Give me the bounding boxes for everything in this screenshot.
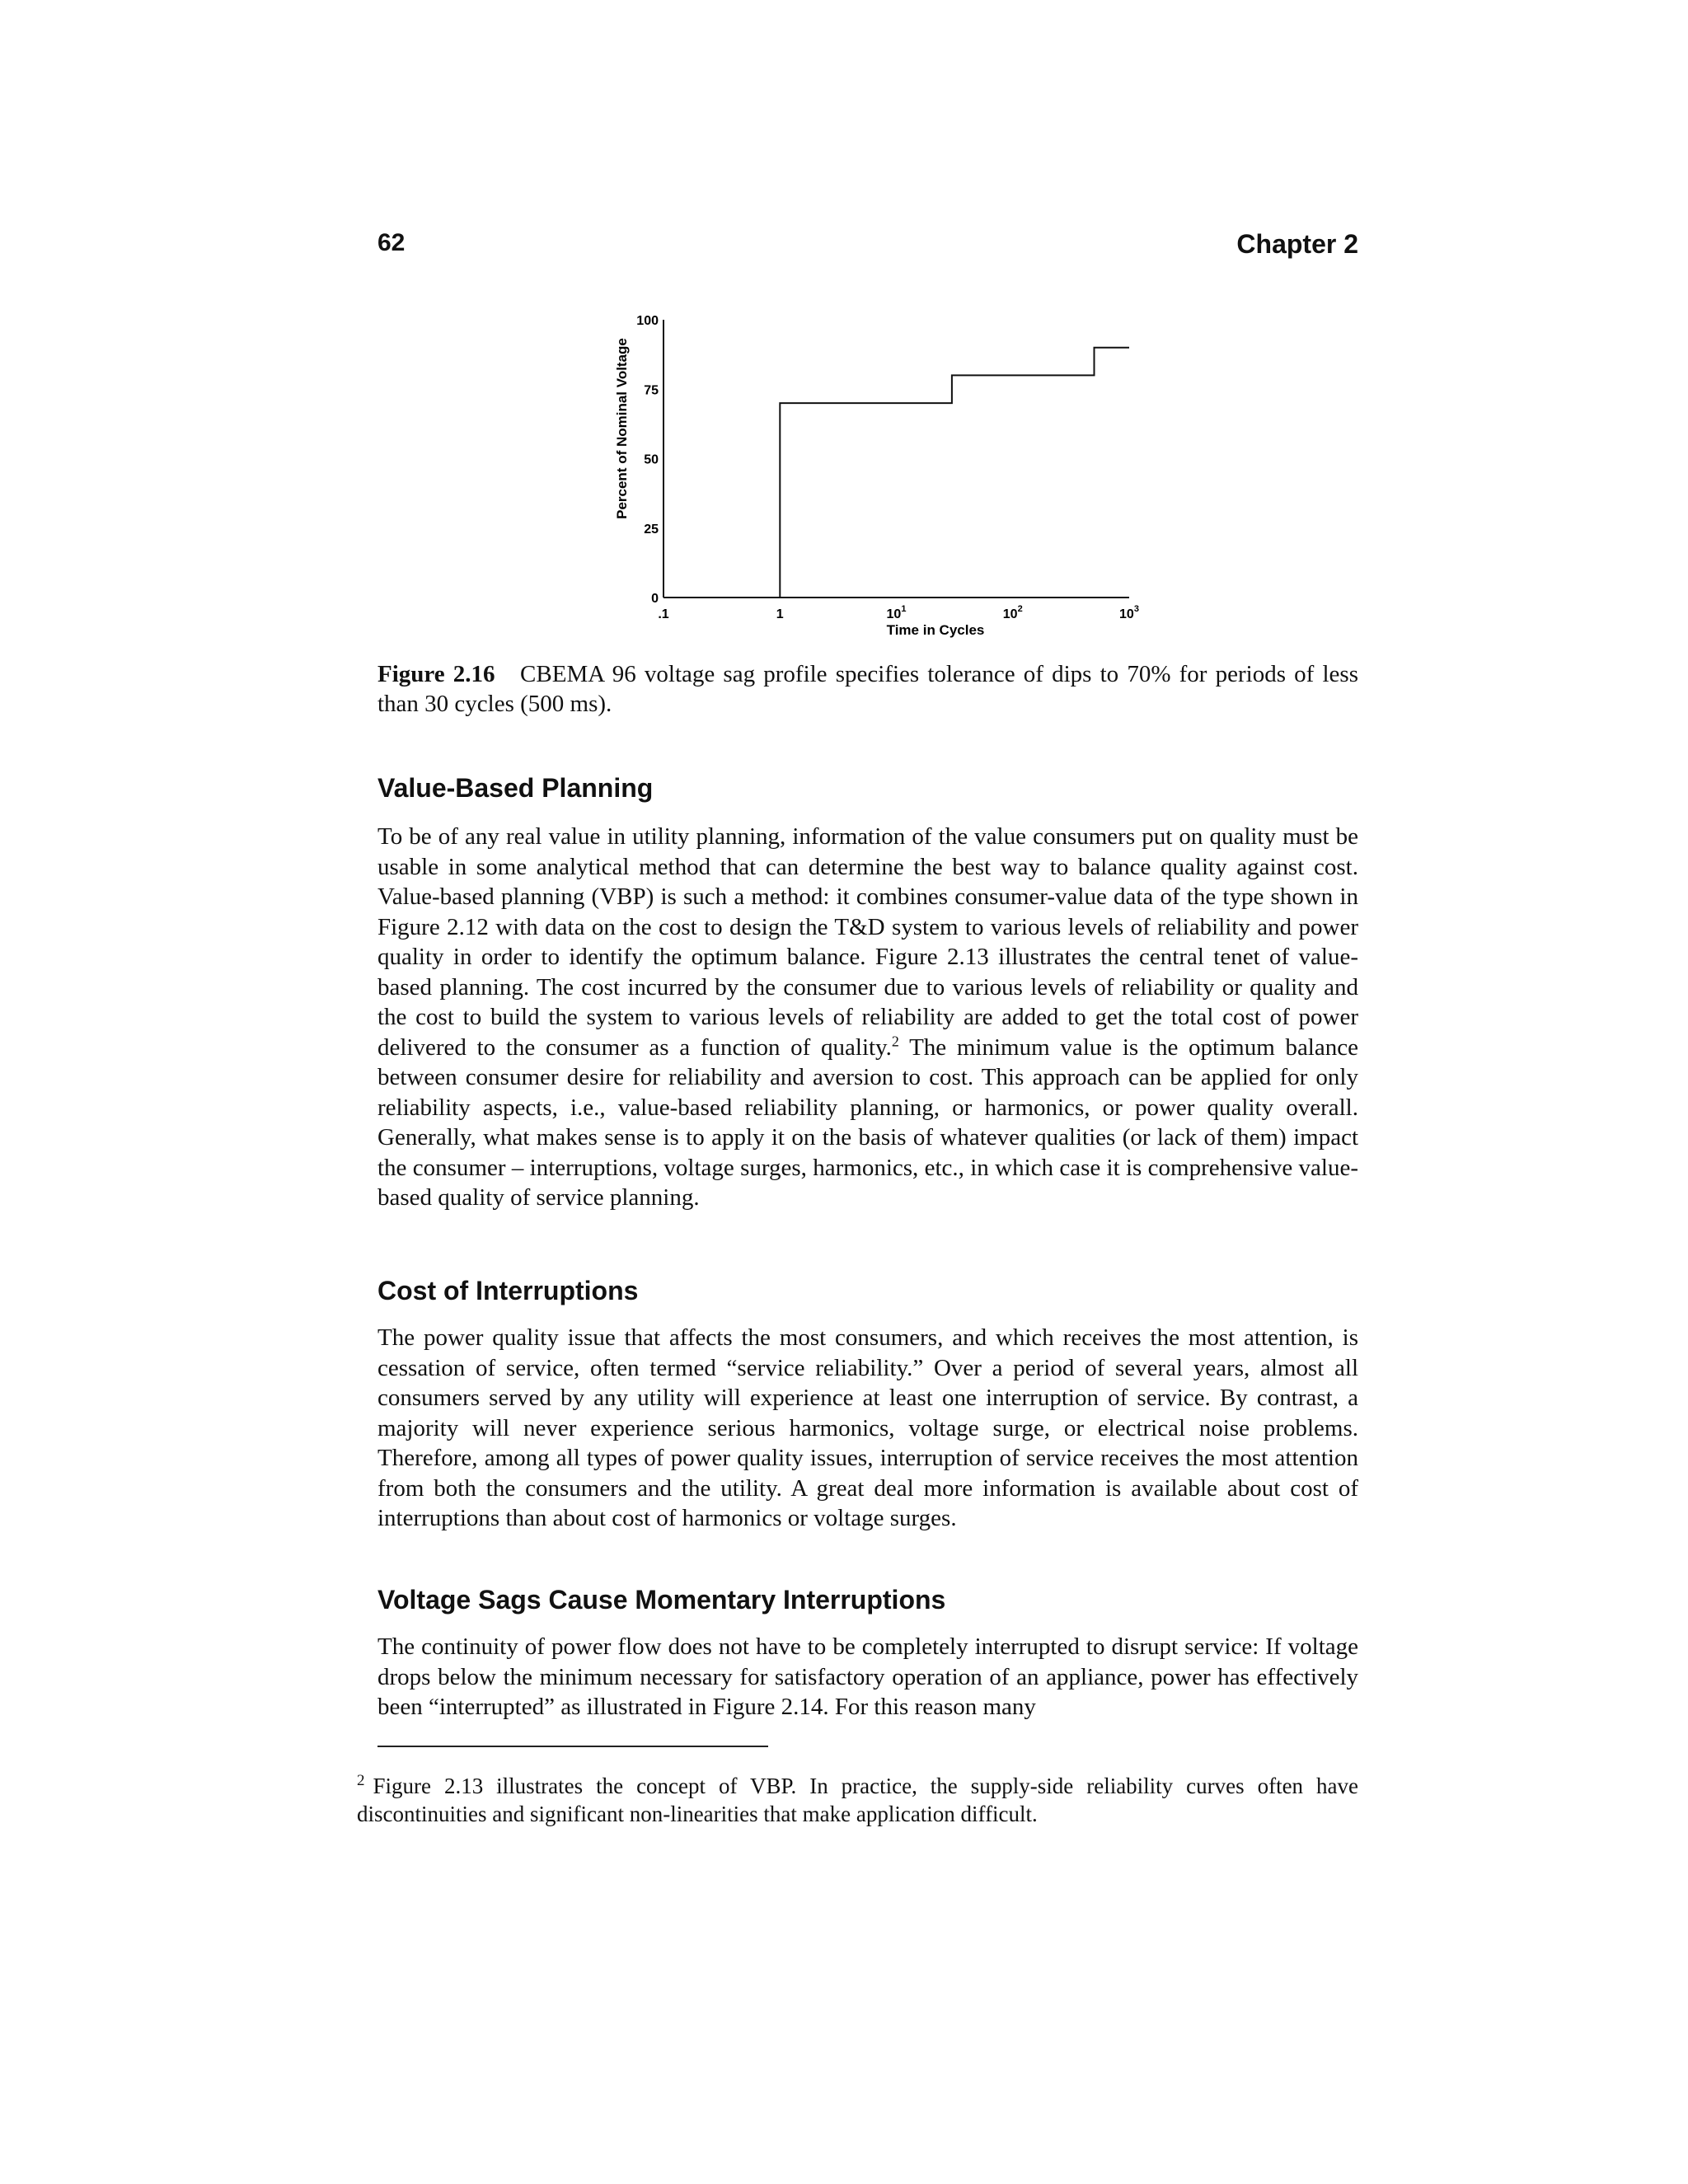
x-tick-label: .1 — [658, 607, 669, 621]
footnote — [357, 1772, 1358, 1828]
x-ticks — [658, 604, 1139, 621]
chart-series — [780, 348, 1129, 598]
figure-label: Figure 2.16 — [377, 661, 495, 687]
paragraph: To be of any real value in utility planning, information of the value consumers put on quality must be usable in some analytical method that can determine the best way to balance quality against cost. Value-based planning (VBP) is such a method: it combines consumer-value data of the type shown in Figure 2.12 with data on the cost to design the T&D system to various levels of reliability and power quality in order to identify the optimum balance. Figure 2.13 illustrates the central tenet of value-based planning. The cost incurred by the consumer due to various levels of reliability or quality and the cost to build the system to various levels of reliability are added to get the total cost of power delivered to the consumer as a function of quality.$^2$ The minimum value is the optimum balance between consumer desire for reliability and aversion to cost. This approach can be applied for only reliability aspects, i.e., value-based reliability planning, or harmonics, or power quality overall. Generally, what makes sense is to apply it on the basis of whatever qualities (or lack of them) impact the consumer – interruptions, voltage surges, harmonics, etc., in which case it is comprehensive value-based quality of service planning. — [377, 823, 1358, 1211]
x-tick-label: 1 — [776, 607, 784, 621]
sag-profile-line — [780, 348, 1129, 598]
section-body-voltage-sags — [377, 1632, 1358, 1722]
section-heading-value-based-planning: Value-Based Planning — [377, 773, 654, 803]
y-tick-label: 50 — [644, 452, 659, 467]
y-axis-label: Percent of Nominal Voltage — [614, 338, 630, 519]
paragraph: The continuity of power flow does not have to be completely interrupted to disrupt service: If voltage drops below the minimum necessary for satisfactory operation of an appliance, power has effectively been “interrupted” as illustrated in Figure 2.14. For this reason many — [377, 1633, 1358, 1720]
section-heading-cost-of-interruptions: Cost of Interruptions — [377, 1276, 639, 1305]
page-number: 62 — [377, 229, 406, 256]
footnote-divider — [377, 1746, 768, 1747]
chapter-title: Chapter 2 — [1236, 229, 1358, 259]
section-heading-voltage-sags: Voltage Sags Cause Momentary Interruptions — [377, 1585, 946, 1615]
x-tick-label: $10^2$ — [1002, 604, 1023, 621]
voltage-sag-chart — [577, 305, 1154, 651]
paragraph: The power quality issue that affects the most consumers, and which receives the most attention, is cessation of service, often termed “service reliability.” Over a period of several years, almost all consumers served by any utility will experience at least one interruption of service. By contrast, a majority will never experience serious harmonics, voltage surge, or electrical noise problems. Therefore, among all types of power quality issues, interruption of service receives the most attention from both the consumers and the utility. A great deal more information is available about cost of interruptions than about cost of harmonics or voltage surges. — [377, 1324, 1358, 1531]
footnote-text: Figure 2.13 illustrates the concept of VBP. In practice, the supply-side reliability curves often have discontinuities and significant non-linearities that make application difficult. — [357, 1774, 1358, 1826]
x-tick-label: $10^3$ — [1119, 604, 1139, 621]
figure-caption-text: CBEMA 96 voltage sag profile specifies tolerance of dips to 70% for periods of less than 30 cycles (500 ms). — [377, 661, 1358, 717]
y-tick-label: 0 — [651, 592, 659, 606]
footnote-reference: 2 — [891, 1032, 899, 1049]
footnote-mark: 2 — [357, 1772, 365, 1789]
x-axis-label: Time in Cycles — [886, 622, 985, 638]
y-tick-label: 25 — [644, 522, 659, 537]
figure-caption — [377, 659, 1358, 719]
chart-axes — [663, 320, 1129, 598]
y-tick-label: 100 — [636, 314, 659, 328]
y-tick-label: 75 — [644, 383, 659, 398]
section-body-value-based-planning — [377, 822, 1358, 1213]
x-tick-label: $10^1$ — [886, 604, 907, 621]
y-ticks — [636, 314, 659, 606]
section-body-cost-of-interruptions — [377, 1323, 1358, 1534]
